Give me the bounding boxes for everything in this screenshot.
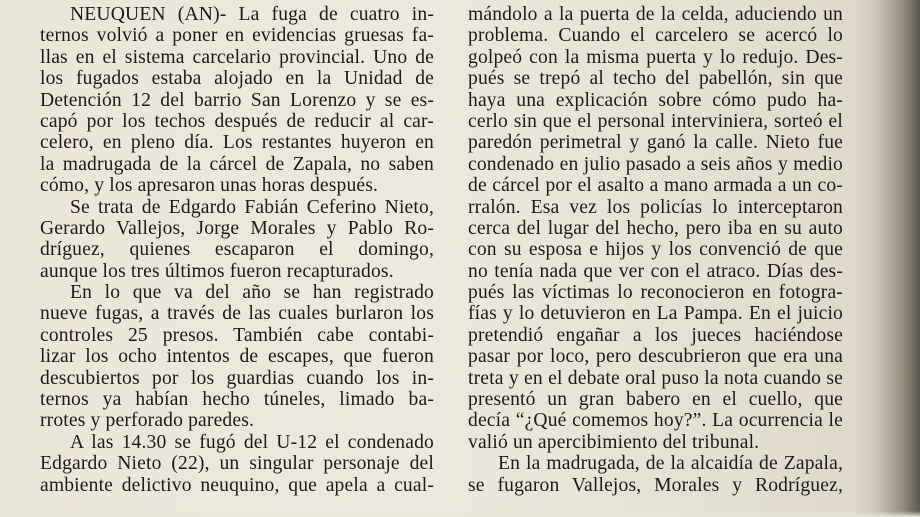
text-line: se fugaron Vallejos, Morales y Rodríguez, [468,474,843,496]
text-line: A las 14.30 se fugó del U-12 el condenado [70,431,434,453]
text-line: nueve fugas, a través de las cuales burlaron los [40,303,434,325]
text-line: presentó un gran babero en el cuello, que [468,389,843,411]
text-line: Edgardo Nieto (22), un singular personaje del [40,453,434,475]
text-line: valió un apercibimiento del tribunal. [468,431,760,453]
text-line: de cárcel por el asalto a mano armada a un co- [468,175,843,197]
text-line: NEUQUEN (AN)- La fuga de cuatro in- [70,4,434,25]
text-line: cerlo sin que el personal interviniera, sorteó el [468,110,843,132]
text-line: llas en el sistema carcelario provincial. Uno de [40,46,434,68]
article-column-right [468,4,843,496]
text-line: paredón perimetral y ganó la calle. Nieto fue [468,132,843,154]
text-line: ternos volvió a poner en evidencias gruesas fa- [40,25,434,47]
text-line: aunque los tres últimos fueron recapturados. [40,260,394,282]
text-line: dríguez, quienes escaparon el domingo, [40,239,434,261]
page-bottom-edge [0,511,920,517]
text-line: En la madrugada, de la alcaidía de Zapala, [498,453,843,475]
text-line: golpeó con la misma puerta y lo redujo. Des- [468,46,843,68]
text-line: fías y lo detuvieron en La Pampa. En el juicio [468,303,843,325]
text-line: descubiertos por los guardias cuando los in- [40,367,434,389]
text-line: haya una explicación sobre cómo pudo ha- [468,89,843,111]
text-line: En lo que va del año se han registrado [70,282,434,304]
text-line: capó por los techos después de reducir al car- [40,110,434,132]
text-line: Gerardo Vallejos, Jorge Morales y Pablo Ro- [40,217,434,239]
text-line: problema. Cuando el carcelero se acercó lo [468,25,843,47]
text-line: cerca del lugar del hecho, pero iba en su auto [468,217,843,239]
text-line: la madrugada de la cárcel de Zapala, no saben [40,153,434,175]
text-line: Detención 12 del barrio San Lorenzo y se es- [40,89,434,111]
text-line: pués se trepó al techo del pabellón, sin que [468,68,843,90]
text-line: Se trata de Edgardo Fabián Ceferino Nieto, [70,196,434,218]
text-line: celero, en pleno día. Los restantes huyeron en [40,132,434,154]
text-line: condenado en julio pasado a seis años y medio [468,153,843,175]
text-line: pretendió engañar a los jueces haciéndose [468,324,843,346]
text-line: treta y en el debate oral puso la nota cuando se [468,367,843,389]
page-fold-shadow [856,0,920,517]
text-line: no tenía nada que ver con el atraco. Días des- [468,260,843,282]
text-line: rralón. Esa vez los policías lo interceptaron [468,196,843,218]
text-line: cómo, y los apresaron unas horas después. [40,175,379,197]
text-line: con su esposa e hijos y los convenció de que [468,239,843,261]
text-line: lizar los ocho intentos de escapes, que fueron [40,346,434,368]
text-line: decía “¿Qué comemos hoy?”. La ocurrencia le [468,410,843,432]
text-line: mándolo a la puerta de la celda, aduciendo un [468,4,843,25]
text-line: ambiente delictivo neuquino, que apela a cual- [40,474,434,496]
text-line: pasar por loco, pero descubrieron que era una [468,346,843,368]
article-column-left [40,4,434,496]
text-line: rrotes y perforado paredes. [40,410,255,432]
text-line: ternos ya habían hecho túneles, limado ba- [40,389,434,411]
text-line: pués las víctimas lo reconocieron en fotogra- [468,282,843,304]
text-line: controles 25 presos. También cabe contabi- [40,324,434,346]
text-line: los fugados estaba alojado en la Unidad de [40,68,434,90]
